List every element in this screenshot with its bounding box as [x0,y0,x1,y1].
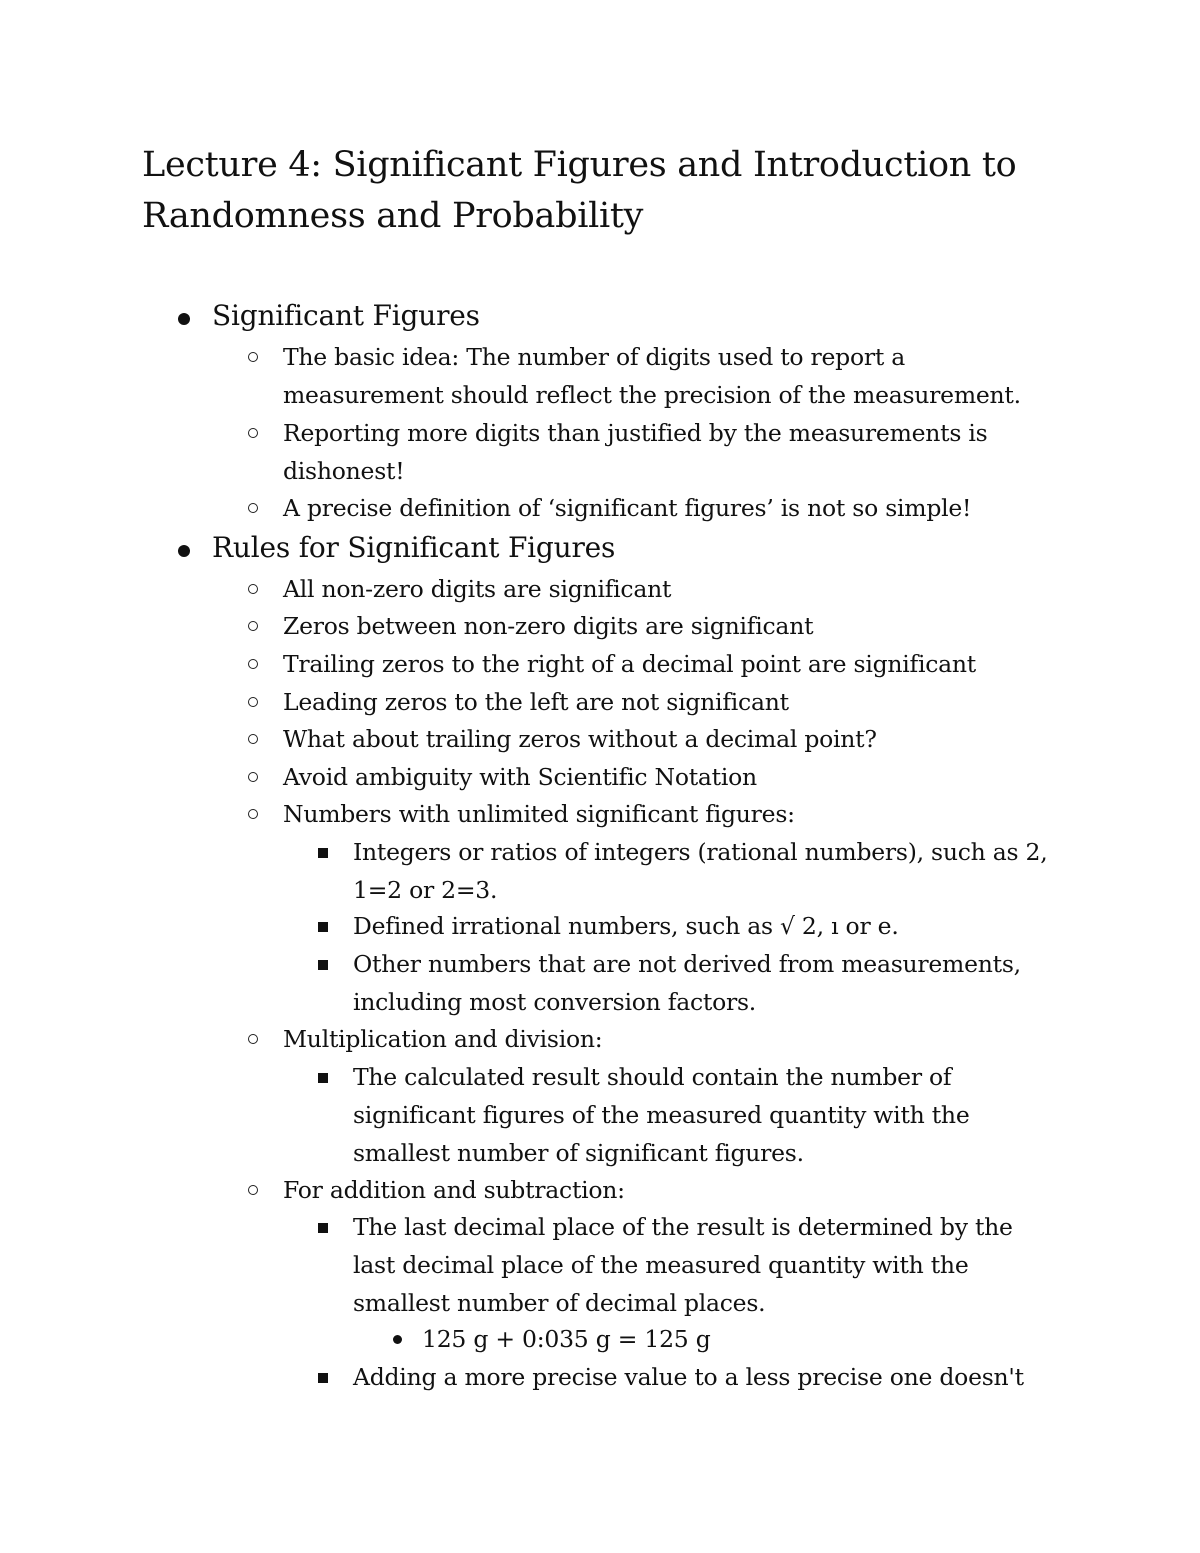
list-item-addition-rule [353,1208,1013,1322]
list-item-integers [353,833,1047,909]
list-item-line: last decimal place of the measured quantity with the [353,1251,969,1279]
list-item-between: Zeros between non-zero digits are significant [283,612,814,640]
bullet-square-icon [318,848,328,858]
list-item-unlimited: Numbers with unlimited significant figures: [283,800,795,828]
list-item-line: Reporting more digits than justified by the measurements is [283,419,988,447]
list-item-line: including most conversion factors. [353,988,756,1016]
list-item-line: The last decimal place of the result is determined by the [353,1213,1013,1241]
title-line-2: Randomness and Probability [142,196,644,236]
title-line-1: Lecture 4: Significant Figures and Introduction to [142,145,1017,185]
list-item-precise-value: Adding a more precise value to a less precise one doesn't [353,1363,1024,1391]
list-item-scientific: Avoid ambiguity with Scientific Notation [283,763,757,791]
list-item-line: significant figures of the measured quantity with the [353,1101,970,1129]
bullet-square-icon [318,1373,328,1383]
list-item-dishonest [283,414,987,490]
list-item-multiplication: Multiplication and division: [283,1025,603,1053]
bullet-disc-icon [178,313,190,325]
section-heading-rules: Rules for Significant Figures [212,531,616,564]
bullet-disc-icon [178,545,190,557]
list-item-basic-idea [283,338,1021,414]
list-item-addition: For addition and subtraction: [283,1176,625,1204]
bullet-circle-icon [248,1185,258,1195]
bullet-circle-icon [248,809,258,819]
list-item-nonzero: All non-zero digits are significant [283,575,672,603]
bullet-circle-icon [248,1034,258,1044]
list-item-multiplication-rule [353,1058,969,1172]
bullet-square-icon [318,1223,328,1233]
bullet-circle-icon [248,697,258,707]
lecture-title [142,140,1042,242]
list-item-definition: A precise definition of ‘significant figures’ is not so simple! [283,494,972,522]
list-item-line: 1=2 or 2=3. [353,876,498,904]
list-item-trailing-no-decimal: What about trailing zeros without a decimal point? [283,725,877,753]
bullet-square-icon [318,1073,328,1083]
bullet-circle-icon [248,584,258,594]
list-item-irrational: Defined irrational numbers, such as √ 2, ı or e. [353,912,899,940]
list-item-trailing-decimal: Trailing zeros to the right of a decimal point are significant [283,650,976,678]
bullet-circle-icon [248,428,258,438]
bullet-circle-icon [248,772,258,782]
list-item-line: Integers or ratios of integers (rational numbers), such as 2, [353,838,1048,866]
bullet-square-icon [318,960,328,970]
list-item-line: The basic idea: The number of digits used to report a [283,343,906,371]
list-item-line: smallest number of significant figures. [353,1139,804,1167]
list-item-other-numbers [353,945,1021,1021]
section-heading-significant-figures: Significant Figures [212,299,480,332]
list-item-line: The calculated result should contain the number of [353,1063,952,1091]
list-item-leading: Leading zeros to the left are not significant [283,688,789,716]
bullet-circle-icon [248,621,258,631]
list-item-line: smallest number of decimal places. [353,1289,766,1317]
list-item-line: dishonest! [283,457,405,485]
bullet-circle-icon [248,659,258,669]
bullet-circle-icon [248,503,258,513]
list-item-addition-example: 125 g + 0:035 g = 125 g [422,1325,711,1353]
bullet-square-icon [318,922,328,932]
bullet-circle-icon [248,352,258,362]
bullet-circle-icon [248,734,258,744]
list-item-line: measurement should reflect the precision of the measurement. [283,381,1021,409]
list-item-line: Other numbers that are not derived from measurements, [353,950,1021,978]
bullet-disc-icon [393,1335,402,1344]
